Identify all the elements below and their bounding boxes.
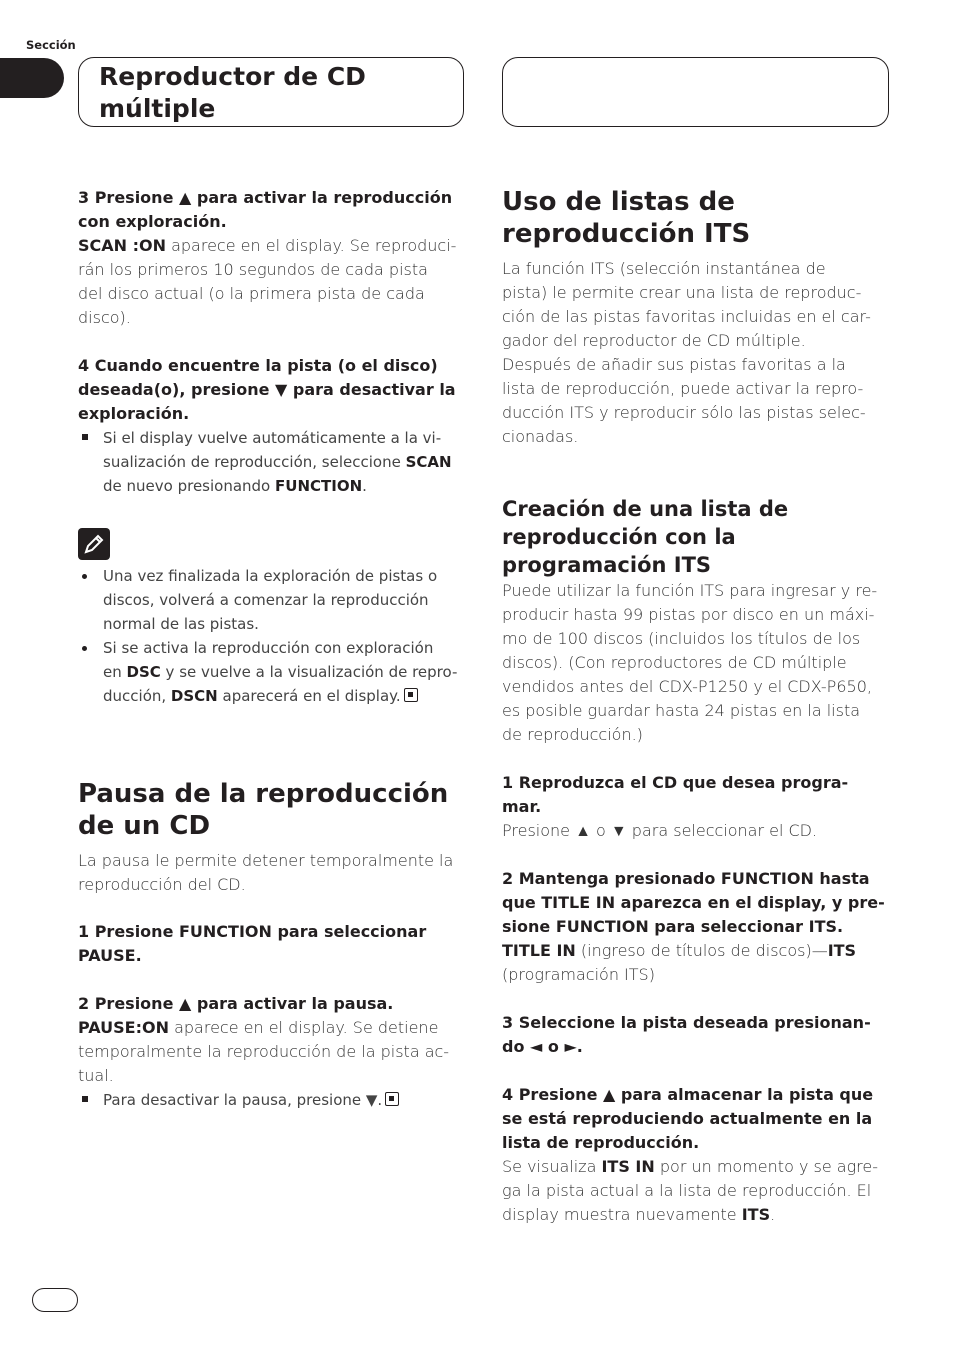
end-mark-icon (385, 1092, 399, 1106)
pencil-icon (83, 533, 105, 555)
its-sub-intro: Puede utilizar la función ITS para ingresar y re- producir hasta 99 pistas por disco en un máxi- mo de 100 discos (incluidos los títulos de los discos). (Con reproductores de CD múltiple vendidos antes del CDX-P1250 y el CDX-P650, es posible guardar hasta 24 pistas en la lista de reproducción.) (502, 581, 878, 744)
note-bullet-2: Si se activa la reproducción con exploración en DSC y se vuelve a la visualización de repro- ducción, DSCN aparecerá en el display. (78, 636, 466, 708)
its-step-4: 4 Presione ▲ para almacenar la pista que se está reproduciendo actualmente en la lista de reproducción. (502, 1085, 874, 1152)
step-3-heading: 3 Presione ▲ para activar la reproducción con exploración. (78, 188, 453, 231)
pause-heading: Pausa de la reproducción de un CD (78, 779, 449, 841)
section-tab (0, 58, 64, 98)
its-step-1: 1 Reproduzca el CD que desea progra- mar. (502, 773, 849, 816)
section-label: Sección (26, 38, 76, 52)
step-4-heading: 4 Cuando encuentre la pista (o el disco) deseada(o), presione ▼ para desactivar la exploración. (78, 356, 456, 423)
pause-intro: La pausa le permite detener temporalmente la reproducción del CD. (78, 851, 454, 894)
step-3-body: SCAN :ON aparece en el display. Se reproduci- rán los primeros 10 segundos de cada pista del disco actual (o la primera pista de cada disco). (78, 236, 457, 327)
its-step-1-body: Presione ▲ o ▼ para seleccionar el CD. (502, 821, 818, 840)
chapter-title: Reproductor de CD múltiple (99, 62, 366, 123)
its-step-4-body: Se visualiza ITS IN por un momento y se agre- ga la pista actual a la lista de reproducción. El display muestra nuevamente ITS. (502, 1157, 879, 1224)
note-bullet-1: Una vez finalizada la exploración de pistas o discos, volverá a comenzar la reproducción normal de las pistas. (78, 564, 466, 636)
its-step-2: 2 Mantenga presionado FUNCTION hasta que TITLE IN aparezca en el display, y pre- sione FUNCTION para seleccionar ITS. (502, 869, 885, 936)
step-4-note: Si el display vuelve automáticamente a la vi- sualización de reproducción, seleccione SCAN de nuevo presionando FUNCTION. (78, 426, 466, 498)
pause-step-2: 2 Presione ▲ para activar la pausa. (78, 994, 394, 1013)
its-subheading: Creación de una lista de reproducción con la programación ITS (502, 497, 789, 577)
chapter-title-box (78, 57, 464, 127)
its-step-2-body: TITLE IN (ingreso de títulos de discos)—ITS (programación ITS) (502, 941, 857, 984)
empty-header-box (502, 57, 889, 127)
pause-step-2-body: PAUSE:ON aparece en el display. Se detiene temporalmente la reproducción de la pista ac- tual. (78, 1018, 450, 1085)
pause-step-1: 1 Presione FUNCTION para seleccionar PAUSE. (78, 922, 427, 965)
note-pencil-icon (78, 528, 110, 560)
left-column (78, 186, 466, 1112)
its-intro: La función ITS (selección instantánea de pista) le permite crear una lista de reproduc- ción de las pistas favoritas incluidas en el car- gador del reproductor de CD múltiple. Después de añadir sus pistas favoritas a la lista de reproducción, puede activar la repro- ducción ITS y reproducir sólo las pistas selec- cionadas. (502, 259, 871, 446)
its-step-3: 3 Seleccione la pista deseada presionan- do ◄ o ►. (502, 1013, 871, 1056)
its-heading: Uso de listas de reproducción ITS (502, 187, 751, 249)
pause-step-2-note: Para desactivar la pausa, presione ▼. (78, 1088, 466, 1112)
right-column (502, 186, 892, 1227)
end-mark-icon (404, 688, 418, 702)
page-number-badge (32, 1288, 78, 1312)
